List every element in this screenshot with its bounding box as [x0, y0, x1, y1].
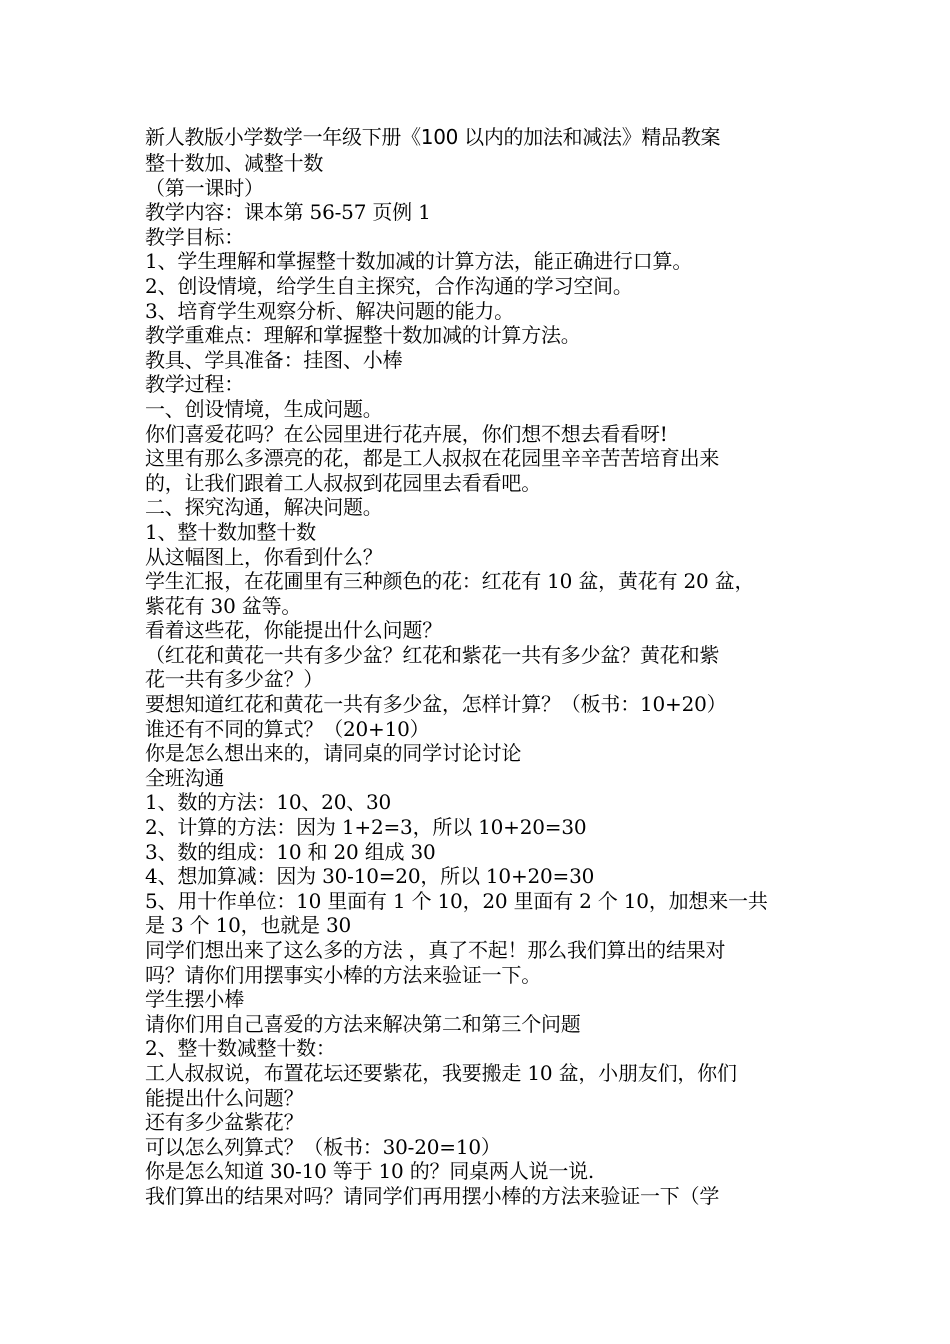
document-title: 新人教版小学数学一年级下册《100 以内的加法和减法》精品教案	[145, 125, 721, 149]
text-line: 2、创设情境，给学生自主探究，合作沟通的学习空间。	[145, 273, 633, 298]
document-page	[145, 121, 835, 1209]
text-line: 二、探究沟通，解决问题。	[145, 495, 383, 520]
text-line: 工人叔叔说，布置花坛还要紫花，我要搬走 10 盆，小朋友们，你们	[145, 1060, 737, 1085]
text-line: 5、用十作单位：10 里面有 1 个 10，20 里面有 2 个 10，加想来一共	[145, 888, 768, 913]
text-line: 教学目标：	[145, 224, 244, 249]
text-line: 同学们想出来了这么多的方法 ，真了不起！那么我们算出的结果对	[145, 938, 726, 962]
text-line: 可以怎么列算式？（板书：30-20=10）	[145, 1134, 501, 1159]
text-line: 从这幅图上，你看到什么？	[145, 544, 383, 569]
text-line: 谁还有不同的算式？（20+10）	[145, 716, 430, 741]
text-line: 全班沟通	[145, 765, 225, 790]
text-line: 教学过程：	[145, 372, 244, 397]
text-line: 教具、学具准备：挂图、小棒	[145, 347, 403, 372]
text-line: 学生汇报，在花圃里有三种颜色的花：红花有 10 盆，黄花有 20 盆，	[145, 569, 755, 594]
text-line: 3、数的组成：10 和 20 组成 30	[145, 839, 436, 864]
text-line: （红花和黄花一共有多少盆？红花和紫花一共有多少盆？黄花和紫	[145, 642, 720, 667]
text-line: 要想知道红花和黄花一共有多少盆，怎样计算？（板书：10+20）	[145, 692, 727, 717]
text-line: 还有多少盆紫花？	[145, 1110, 304, 1135]
document-body	[145, 151, 835, 1209]
text-line: 3、培育学生观察分析、解决问题的能力。	[145, 298, 514, 323]
text-line: 紫花有 30 盆等。	[145, 593, 302, 618]
text-line: 你是怎么知道 30-10 等于 10 的？同桌两人说一说.	[145, 1159, 595, 1184]
text-line: 4、想加算减：因为 30-10=20，所以 10+20=30	[145, 864, 595, 889]
text-line: （第一课时）	[145, 175, 264, 200]
text-line: 1、学生理解和掌握整十数加减的计算方法，能正确进行口算。	[145, 249, 693, 274]
text-line: 这里有那么多漂亮的花，都是工人叔叔在花园里辛辛苦苦培育出来	[145, 446, 720, 471]
text-line: 2、计算的方法：因为 1+2=3，所以 10+20=30	[145, 815, 587, 840]
text-line: 能提出什么问题？	[145, 1085, 304, 1110]
text-line: 教学重难点：理解和掌握整十数加减的计算方法。	[145, 323, 581, 348]
text-line: 你是怎么想出来的，请同桌的同学讨论讨论	[145, 741, 522, 766]
text-line: 吗？请你们用摆事实小棒的方法来验证一下。	[145, 962, 541, 987]
text-line: 学生摆小棒	[145, 987, 244, 1012]
text-line: 请你们用自己喜爱的方法来解决第二和第三个问题	[145, 1011, 581, 1036]
text-line: 我们算出的结果对吗？请同学们再用摆小棒的方法来验证一下（学	[145, 1183, 720, 1208]
text-line: 的，让我们跟着工人叔叔到花园里去看看吧。	[145, 470, 541, 495]
text-line: 1、整十数加整十数	[145, 519, 316, 544]
text-line: 你们喜爱花吗？在公园里进行花卉展，你们想不想去看看呀!	[145, 421, 668, 446]
text-line: 花一共有多少盆？）	[145, 667, 324, 692]
text-line: 2、整十数减整十数：	[145, 1036, 336, 1061]
text-line: 整十数加、减整十数	[145, 151, 324, 175]
text-line: 教学内容：课本第 56-57 页例 1	[145, 200, 431, 225]
text-line: 是 3 个 10，也就是 30	[145, 913, 352, 938]
text-line: 一、创设情境，生成问题。	[145, 396, 383, 421]
text-line: 看着这些花，你能提出什么问题？	[145, 618, 442, 643]
text-line: 1、数的方法：10、20、30	[145, 790, 392, 815]
